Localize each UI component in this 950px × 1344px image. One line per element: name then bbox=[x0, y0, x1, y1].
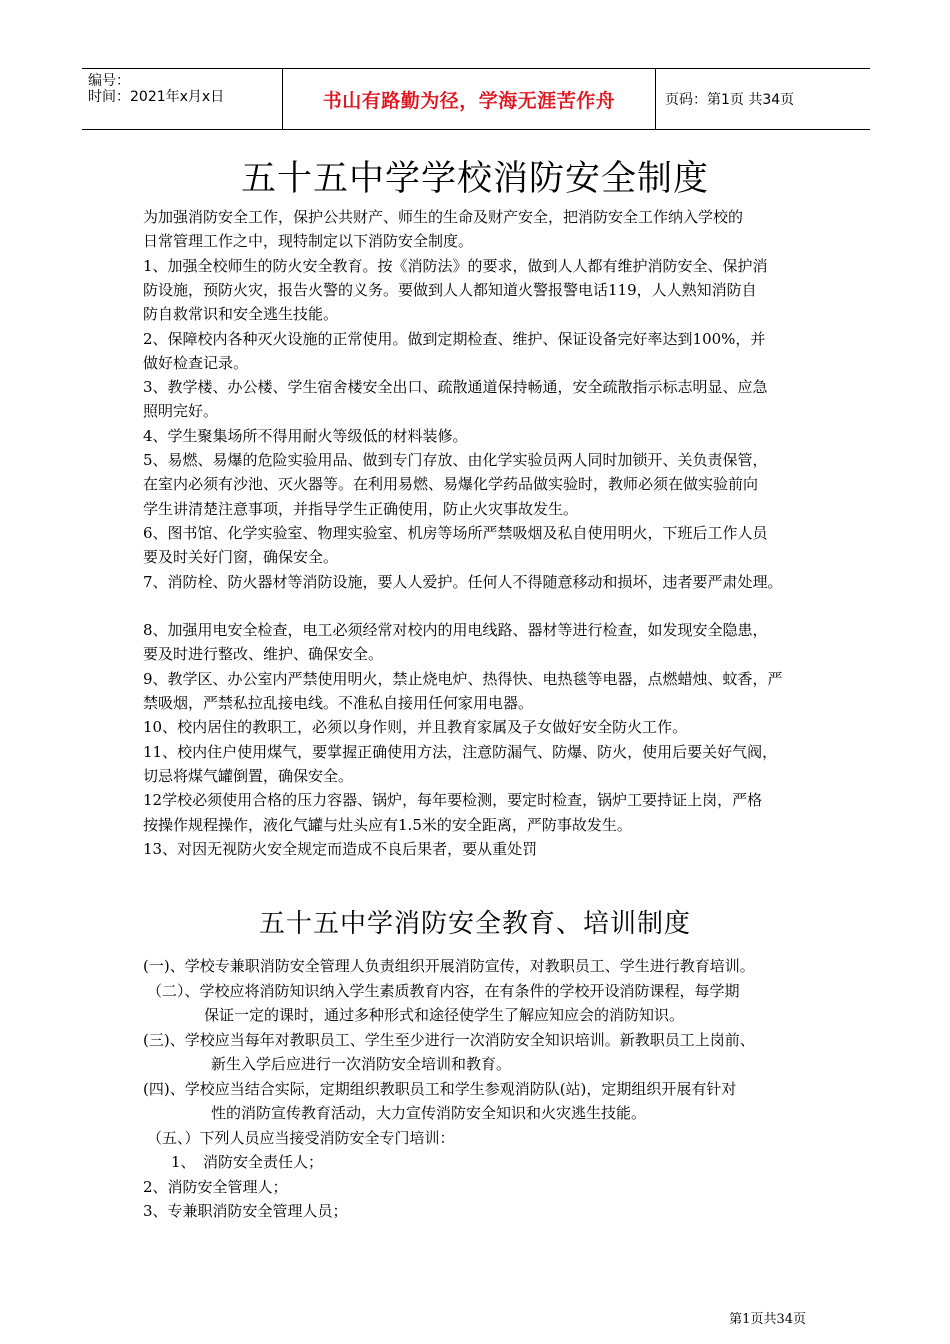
paragraph-line: 新生入学后应进行一次消防安全培训和教育。 bbox=[211, 1055, 512, 1073]
header-page-cell bbox=[655, 69, 880, 129]
paragraph-line: 1、加强全校师生的防火安全教育。按《消防法》的要求，做到人人都有维护消防安全、保护消 bbox=[143, 256, 768, 275]
paragraph-line: 照明完好。 bbox=[143, 402, 219, 421]
paragraph-line: (一)、学校专兼职消防安全管理人负责组织开展消防宣传，对教职员工、学生进行教育培训。 bbox=[143, 957, 755, 975]
paragraph-line: 8、加强用电安全检查，电工必须经常对校内的用电线路、器材等进行检查，如发现安全隐患， bbox=[143, 621, 768, 640]
paragraph-line: 性的消防宣传教育活动，大力宣传消防安全知识和火灾逃生技能。 bbox=[211, 1104, 647, 1122]
paragraph-line: 禁吸烟，严禁私拉乱接电线。不准私自接用任何家用电器。 bbox=[143, 694, 534, 712]
paragraph-line: （二）、学校应将消防知识纳入学生素质教育内容，在有条件的学校开设消防课程，每学期 bbox=[147, 981, 740, 1000]
paragraph-line: (四)、学校应当结合实际，定期组织教职员工和学生参观消防队(站)，定期组织开展有针对 bbox=[143, 1079, 737, 1098]
paragraph-line: 按操作规程操作，液化气罐与灶头应有1.5米的安全距离，严防事故发生。 bbox=[143, 815, 632, 834]
paragraph-line: 防设施，预防火灾，报告火警的义务。要做到人人都知道火警报警电话119，人人熟知消防自 bbox=[143, 280, 757, 299]
paragraph-line: 12学校必须使用合格的压力容器、锅炉，每年要检测，要定时检查，锅炉工要持证上岗，严格 bbox=[143, 791, 763, 810]
paragraph-line: 做好检查记录。 bbox=[143, 353, 249, 372]
paragraph-line: 3、教学楼、办公楼、学生宿舍楼安全出口、疏散通道保持畅通，安全疏散指示标志明显、应急 bbox=[143, 378, 768, 397]
time-label: 时间：2021年x月x日 bbox=[88, 89, 225, 105]
header-meta bbox=[82, 69, 282, 129]
paragraph-line: 日常管理工作之中，现特制定以下消防安全制度。 bbox=[143, 232, 474, 251]
paragraph-line: 9、教学区、办公室内严禁使用明火，禁止烧电炉、热得快、电热毯等电器，点燃蜡烛、蚊香，严 bbox=[143, 669, 783, 688]
header-motto-cell bbox=[282, 69, 656, 129]
serial-number-label: 编号： bbox=[88, 73, 130, 89]
paragraph-line: 要及时关好门窗，确保安全。 bbox=[143, 548, 339, 567]
paragraph-line: 切忌将煤气罐倒置，确保安全。 bbox=[143, 766, 354, 785]
paragraph-line: 在室内必须有沙池、灭火器等。在利用易燃、易爆化学药品做实验时，教师必须在做实验前向 bbox=[143, 475, 759, 494]
paragraph-line: 1、 消防安全责任人； bbox=[171, 1153, 324, 1171]
paragraph-line: (三)、学校应当每年对教职员工、学生至少进行一次消防安全知识培训。新教职员工上岗前、 bbox=[143, 1030, 755, 1049]
paragraph-line: 为加强消防安全工作，保护公共财产、师生的生命及财产安全，把消防安全工作纳入学校的 bbox=[143, 208, 744, 226]
paragraph-line: 2、消防安全管理人； bbox=[143, 1177, 288, 1196]
paragraph-line: 5、易燃、易爆的危险实验用品、做到专门存放、由化学实验员两人同时加锁开、关负责保管， bbox=[143, 451, 768, 469]
page-header bbox=[82, 68, 870, 130]
page-footer: 第1页共34页 bbox=[729, 1312, 806, 1327]
section2-title: 五十五中学消防安全教育、培训制度 bbox=[258, 909, 691, 939]
paragraph-line: 7、消防栓、防火器材等消防设施，要人人爱护。任何人不得随意移动和损坏，违者要严肃处理。 bbox=[143, 572, 783, 591]
paragraph-line: 3、专兼职消防安全管理人员； bbox=[143, 1202, 348, 1220]
paragraph-line: 6、图书馆、化学实验室、物理实验室、机房等场所严禁吸烟及私自使用明火，下班后工作人员 bbox=[143, 523, 768, 542]
paragraph-line: 要及时进行整改、维护、确保安全。 bbox=[143, 645, 384, 664]
header-page-number: 页码：第1页 共34页 bbox=[665, 92, 795, 108]
paragraph-line: 13、对因无视防火安全规定而造成不良后果者，要从重处罚 bbox=[143, 839, 538, 858]
section1-title: 五十五中学学校消防安全制度 bbox=[240, 159, 709, 199]
paragraph-line: 防自救常识和安全逃生技能。 bbox=[143, 305, 339, 324]
paragraph-line: 4、学生聚集场所不得用耐火等级低的材料装修。 bbox=[143, 426, 468, 445]
paragraph-line: 10、校内居住的教职工，必须以身作则，并且教育家属及子女做好安全防火工作。 bbox=[143, 718, 688, 737]
paragraph-line: 2、保障校内各种灭火设施的正常使用。做到定期检查、维护、保证设备完好率达到100%，并 bbox=[143, 329, 766, 348]
paragraph-line: （五、）下列人员应当接受消防安全专门培训： bbox=[147, 1128, 455, 1147]
paragraph-line: 学生讲清楚注意事项，并指导学生正确使用，防止火灾事故发生。 bbox=[143, 499, 579, 518]
motto: 书山有路勤为径，学海无涯苦作舟 bbox=[322, 89, 616, 112]
paragraph-line: 11、校内住户使用煤气，要掌握正确使用方法，注意防漏气、防爆、防火，使用后要关好气阀， bbox=[143, 742, 778, 761]
paragraph-line: 保证一定的课时，通过多种形式和途径使学生了解应知应会的消防知识。 bbox=[204, 1006, 685, 1024]
